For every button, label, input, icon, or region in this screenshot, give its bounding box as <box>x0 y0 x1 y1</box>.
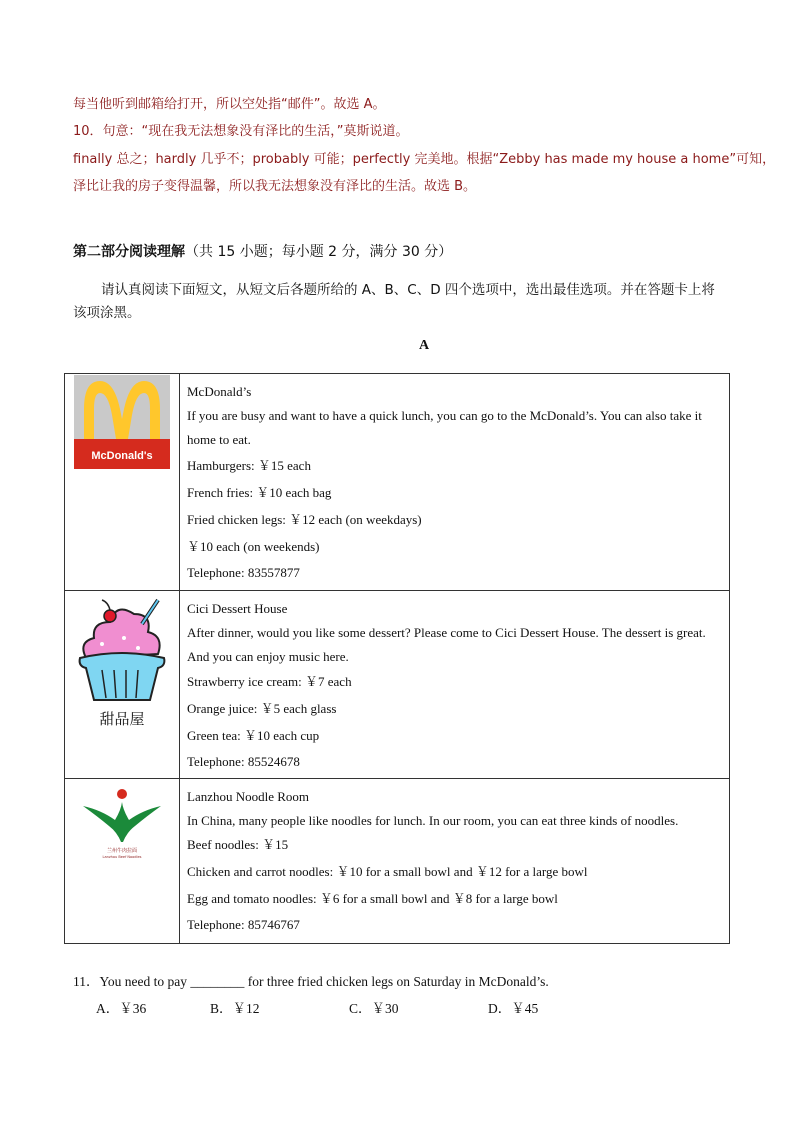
ad-phone: Telephone: 85524678 <box>187 754 300 769</box>
ad-item: Hamburgers: ￥15 each <box>187 458 311 473</box>
ad-row-cici <box>65 591 730 779</box>
option-b[interactable]: B．￥12 <box>210 1001 260 1016</box>
explanation-line-2: 10．句意：“现在我无法想象没有泽比的生活，”莫斯说道。 <box>73 124 409 139</box>
mcdonalds-logo-icon <box>74 375 170 469</box>
ad-row-lanzhou <box>65 779 730 944</box>
lanzhou-logo-subtext: Lanzhou Beef Noodles <box>102 855 142 859</box>
ad-item: Egg and tomato noodles: ￥6 for a small bowl and ￥8 for a large bowl <box>187 891 558 906</box>
noodle-logo-icon <box>77 780 167 860</box>
ad-phone: Telephone: 85746767 <box>187 917 300 932</box>
ad-row-mcdonalds <box>65 374 730 591</box>
cici-logo-text: 甜品屋 <box>99 710 145 728</box>
mcdonalds-text <box>180 374 730 591</box>
ad-item: Beef noodles: ￥15 <box>187 837 289 852</box>
instructions: 请认真阅读下面短文，从短文后各题所给的 A、B、C、D 四个选项中，选出最佳选项。并在答题卡上将该项涂黑。 <box>73 282 715 321</box>
ad-desc: After dinner, would you like some dessert? Please come to Cici Dessert House. The dessert is great. And you can enjoy music here. <box>187 625 706 664</box>
section-title: 第二部分阅读理解 <box>73 244 185 260</box>
question-11: 11．You need to pay ________ for three fried chicken legs on Saturday in McDonald’s. <box>73 974 549 989</box>
lanzhou-logo-text: 兰州牛肉拉面 <box>106 848 138 854</box>
section-info: （共 15 小题；每小题 2 分，满分 30 分） <box>185 244 453 260</box>
mcdonalds-logo-cell <box>65 374 180 591</box>
ad-phone: Telephone: 83557877 <box>187 565 300 580</box>
ad-name: Cici Dessert House <box>187 601 288 616</box>
section-heading <box>73 241 452 261</box>
option-d[interactable]: D．￥45 <box>488 1001 539 1016</box>
cici-logo-cell <box>65 591 180 779</box>
ads-table <box>64 373 730 944</box>
ad-item: Strawberry ice cream: ￥7 each <box>187 674 352 689</box>
cici-text <box>180 591 730 779</box>
ad-item: Orange juice: ￥5 each glass <box>187 701 337 716</box>
mcdonalds-logo-text: McDonald's <box>91 450 153 462</box>
ad-desc: If you are busy and want to have a quick lunch, you can go to the McDonald’s. You can also take it home to eat. <box>187 408 702 447</box>
cupcake-icon <box>72 592 172 732</box>
ad-name: McDonald’s <box>187 384 252 399</box>
ad-item: Chicken and carrot noodles: ￥10 for a small bowl and ￥12 for a large bowl <box>187 864 588 879</box>
lanzhou-text <box>180 779 730 944</box>
ad-name: Lanzhou Noodle Room <box>187 789 310 804</box>
ad-item: Green tea: ￥10 each cup <box>187 728 320 743</box>
lanzhou-logo-cell <box>65 779 180 944</box>
ad-item: Fried chicken legs: ￥12 each (on weekdays) <box>187 512 422 527</box>
passage-label: A <box>418 338 430 353</box>
explanation-line-1: 每当他听到邮箱给打开，所以空处指“邮件”。故选 A。 <box>73 97 386 112</box>
explanation-line-3: finally 总之；hardly 几乎不；probably 可能；perfectly 完美地。根据“Zebby has made my house a home”可知， <box>73 152 776 167</box>
ad-desc: In China, many people like noodles for lunch. In our room, you can eat three kinds of noodles. <box>187 813 679 828</box>
explanation-line-4: 泽比让我的房子变得温馨，所以我无法想象没有泽比的生活。故选 B。 <box>73 179 477 194</box>
option-c[interactable]: C．￥30 <box>349 1001 399 1016</box>
option-a[interactable]: A．￥36 <box>96 1001 147 1016</box>
options-row <box>96 997 538 1017</box>
ad-item: ￥10 each (on weekends) <box>187 539 320 554</box>
ad-item: French fries: ￥10 each bag <box>187 485 332 500</box>
